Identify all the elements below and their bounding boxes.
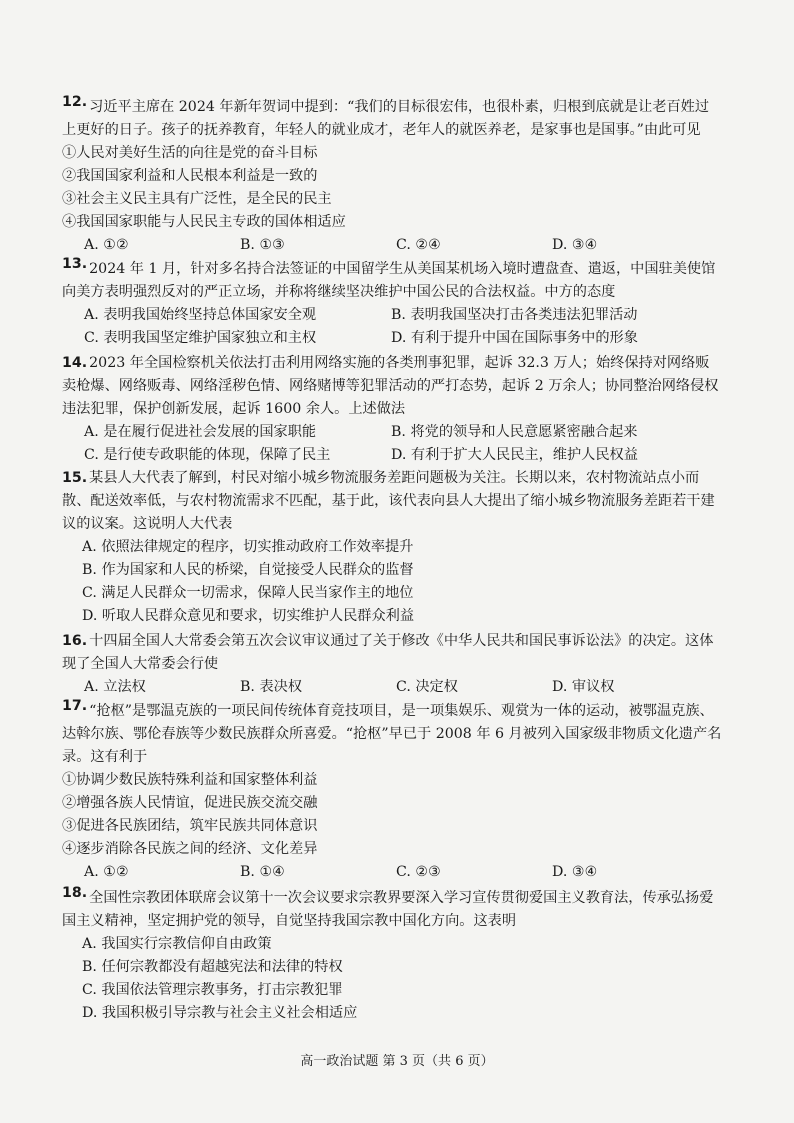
answer-options xyxy=(62,327,722,350)
question-number: 14. xyxy=(62,355,88,371)
question-number: 12. xyxy=(62,94,88,110)
option-b: B. 表明我国坚决打击各类违法犯罪活动 xyxy=(391,307,638,323)
option-a: A. ①② xyxy=(84,864,129,880)
page-footer: 高一政治试题 第 3 页（共 6 页） xyxy=(300,1054,494,1069)
statement-item: ①协调少数民族特殊利益和国家整体利益 xyxy=(62,772,318,788)
option-d: D. 有利于扩大人民民主，维护人民权益 xyxy=(391,447,638,463)
answer-options xyxy=(62,444,722,467)
option-c: C. 我国依法管理宗教事务，打击宗教犯罪 xyxy=(82,982,343,998)
answer-options xyxy=(62,234,722,257)
statement-item: ③促进各民族团结，筑牢民族共同体意识 xyxy=(62,818,318,834)
option-d: D. 我国积极引导宗教与社会主义社会相适应 xyxy=(82,1005,358,1021)
statement-item: ②增强各族人民情谊，促进民族交流交融 xyxy=(62,795,318,811)
option-b: B. 作为国家和人民的桥梁，自觉接受人民群众的监督 xyxy=(82,562,414,578)
option-c: C. 满足人民群众一切需求，保障人民当家作主的地位 xyxy=(82,585,414,601)
option-a: A. 我国实行宗教信仰自由政策 xyxy=(82,936,272,952)
question-stem: 14. 2023 年全国检察机关依法打击利用网络实施的各类刑事犯罪，起诉 32.3 万人；始终保持对网络贩卖枪爆、网络贩毒、网络淫秽色情、网络赌博等犯罪活动的严打态势，起诉 2 万余人；协同整治网络侵权违法犯罪，保护创新发展，起诉 1600 余人。上述做法 xyxy=(62,355,719,417)
option-d: D. ③④ xyxy=(552,864,598,880)
question-stem: 13. 2024 年 1 月，针对多名持合法签证的中国留学生从美国某机场入境时遭盘查、遣返，中国驻美使馆向美方表明强烈反对的严正立场，并称将继续坚决维护中国公民的合法权益。中方的态度 xyxy=(62,256,716,300)
question-stem: 16. 十四届全国人大常委会第五次会议审议通过了关于修改《中华人民共和国民事诉讼法》的决定。这体现了全国人大常委会行使 xyxy=(62,633,714,672)
option-b: B. 将党的领导和人民意愿紧密融合起来 xyxy=(391,424,638,440)
question-number: 13. xyxy=(62,256,88,272)
option-a: A. ①② xyxy=(84,237,129,253)
question-14 xyxy=(62,352,722,467)
statement-item: ①人民对美好生活的向往是党的奋斗目标 xyxy=(62,145,318,161)
option-a: A. 表明我国始终坚持总体国家安全观 xyxy=(84,307,317,323)
option-a: A. 立法权 xyxy=(84,679,146,695)
answer-options xyxy=(62,421,722,444)
option-c: C. 表明我国坚定维护国家独立和主权 xyxy=(84,330,317,346)
statement-item: ②我国国家利益和人民根本利益是一致的 xyxy=(62,168,318,184)
option-d: D. 有利于提升中国在国际事务中的形象 xyxy=(391,330,638,346)
option-d: D. 审议权 xyxy=(552,679,615,695)
option-c: C. 决定权 xyxy=(396,679,458,695)
question-13 xyxy=(62,258,722,350)
question-stem: 18. 全国性宗教团体联席会议第十一次会议要求宗教界要深入学习宣传贯彻爱国主义教育法，传承弘扬爱国主义精神，坚定拥护党的领导，自觉坚持我国宗教中国化方向。这表明 xyxy=(62,885,714,929)
option-c: C. ②④ xyxy=(396,237,441,253)
answer-options xyxy=(62,861,722,884)
option-a: A. 依照法律规定的程序，切实推动政府工作效率提升 xyxy=(82,539,414,555)
option-c: C. ②③ xyxy=(396,864,441,880)
question-stem: 12. 习近平主席在 2024 年新年贺词中提到：“我们的目标很宏伟，也很朴素，归根到底就是让老百姓过上更好的日子。孩子的抚养教育，年轻人的就业成才，老年人的就医养老，是家事也是国事。”由此可见 xyxy=(62,94,710,138)
option-b: B. ①③ xyxy=(240,237,285,253)
statement-item: ④逐步消除各民族之间的经济、文化差异 xyxy=(62,841,318,857)
option-c: C. 是行使专政职能的体现，保障了民主 xyxy=(84,447,331,463)
question-stem: 17. “抢枢”是鄂温克族的一项民间传统体育竞技项目，是一项集娱乐、观赏为一体的运动，被鄂温克族、达斡尔族、鄂伦春族等少数民族群众所喜爱。“抢枢”早已于 2008 年 6 月被列入国家级非物质文化遗产名录。这有利于 xyxy=(62,698,722,765)
answer-options xyxy=(62,304,722,327)
question-number: 15. xyxy=(62,470,88,486)
option-d: D. 听取人民群众意见和要求，切实维护人民群众利益 xyxy=(82,608,415,624)
question-18 xyxy=(62,887,722,1025)
question-15 xyxy=(62,467,722,628)
option-b: B. 任何宗教都没有超越宪法和法律的特权 xyxy=(82,959,343,975)
question-number: 17. xyxy=(62,698,88,714)
question-12 xyxy=(62,96,722,257)
question-stem: 15. 某县人大代表了解到，村民对缩小城乡物流服务差距问题极为关注。长期以来，农村物流站点小而散、配送效率低，与农村物流需求不匹配，基于此，该代表向县人大提出了缩小城乡物流服务差距若干建议的议案。这说明人大代表 xyxy=(62,470,715,532)
question-17 xyxy=(62,700,722,884)
statement-item: ③社会主义民主具有广泛性，是全民的民主 xyxy=(62,191,332,207)
option-d: D. ③④ xyxy=(552,237,598,253)
option-b: B. ①④ xyxy=(240,864,285,880)
question-16 xyxy=(62,630,722,699)
statement-item: ④我国国家职能与人民民主专政的国体相适应 xyxy=(62,214,346,230)
option-b: B. 表决权 xyxy=(240,679,303,695)
question-number: 18. xyxy=(62,885,88,901)
question-number: 16. xyxy=(62,633,88,649)
option-a: A. 是在履行促进社会发展的国家职能 xyxy=(84,424,317,440)
answer-options xyxy=(62,676,722,699)
